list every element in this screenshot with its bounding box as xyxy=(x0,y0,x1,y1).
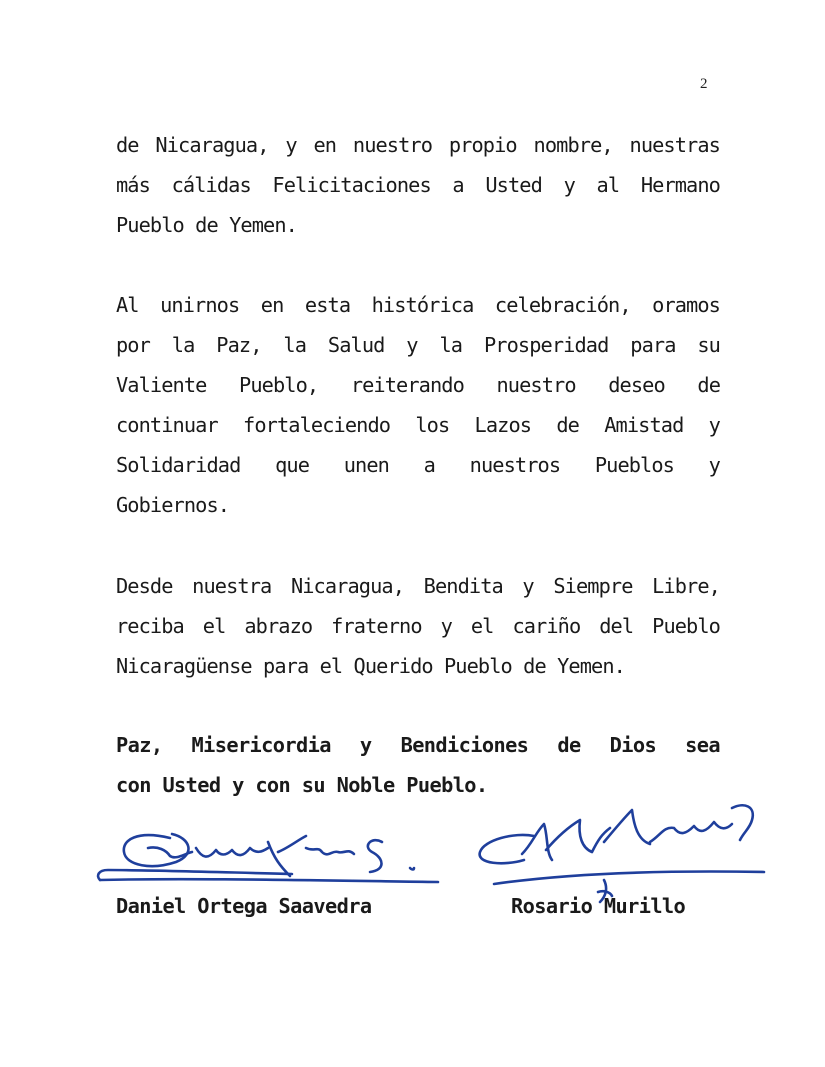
signature-daniel-ortega xyxy=(92,818,442,898)
paragraph-prayer xyxy=(116,285,720,525)
signer-name-left: Daniel Ortega Saavedra xyxy=(116,894,372,918)
text-line: reciba el abrazo fraterno y el cariño del Pueblo xyxy=(116,614,720,638)
paragraph-embrace xyxy=(116,566,720,686)
text-line: Solidaridad que unen a nuestros Pueblos y xyxy=(116,453,720,477)
text-line: Paz, Misericordia y Bendiciones de Dios sea xyxy=(116,733,720,757)
text-line: con Usted y con su Noble Pueblo. xyxy=(116,773,488,797)
closing-blessing xyxy=(116,725,720,805)
text-line: Nicaragüense para el Querido Pueblo de Yemen. xyxy=(116,654,625,678)
text-line: más cálidas Felicitaciones a Usted y al Hermano xyxy=(116,173,720,197)
text-line: Pueblo de Yemen. xyxy=(116,213,297,237)
text-line: continuar fortaleciendo los Lazos de Amistad y xyxy=(116,413,720,437)
signature-rosario-murillo xyxy=(474,796,774,906)
signer-name-right: Rosario Murillo xyxy=(511,894,686,918)
text-line: Desde nuestra Nicaragua, Bendita y Siempre Libre, xyxy=(116,574,720,598)
text-line: de Nicaragua, y en nuestro propio nombre, nuestras xyxy=(116,133,720,157)
paragraph-greetings xyxy=(116,125,720,245)
text-line: Valiente Pueblo, reiterando nuestro deseo de xyxy=(116,373,720,397)
text-line: por la Paz, la Salud y la Prosperidad para su xyxy=(116,333,720,357)
text-line: Gobiernos. xyxy=(116,493,230,517)
page-number: 2 xyxy=(700,76,708,92)
text-line: Al unirnos en esta histórica celebración, oramos xyxy=(116,293,720,317)
